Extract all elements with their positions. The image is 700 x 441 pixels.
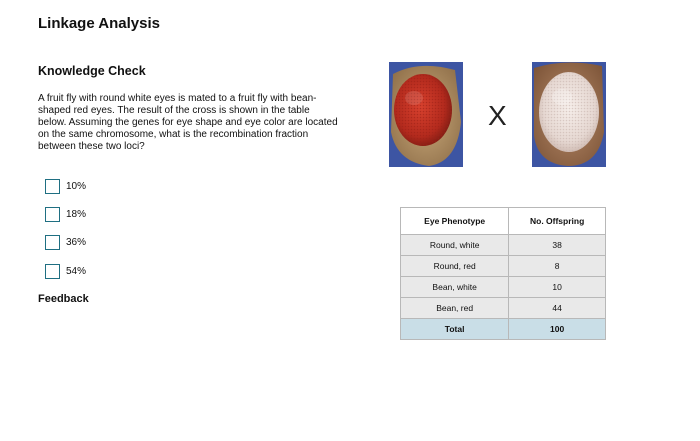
offspring-table (400, 207, 606, 340)
section-title: Knowledge Check (38, 64, 146, 78)
checkbox[interactable] (45, 207, 60, 222)
table-row (401, 277, 606, 298)
checkbox[interactable] (45, 264, 60, 279)
checkbox[interactable] (45, 179, 60, 194)
table-row (401, 235, 606, 256)
option-label: 36% (66, 237, 87, 249)
phenotype-cell: Bean, white (401, 277, 509, 298)
option-18-percent[interactable] (45, 205, 86, 223)
column-header-phenotype: Eye Phenotype (401, 208, 509, 235)
table-header-row (401, 208, 606, 235)
option-label: 10% (66, 180, 87, 192)
count-cell: 44 (509, 298, 606, 319)
total-count: 100 (509, 319, 606, 340)
option-36-percent[interactable] (45, 234, 86, 252)
total-label: Total (401, 319, 509, 340)
white-fly-eye-image (532, 62, 606, 167)
checkbox[interactable] (45, 235, 60, 250)
page-title: Linkage Analysis (38, 15, 160, 32)
option-label: 54% (66, 265, 87, 277)
option-label: 18% (66, 208, 87, 220)
phenotype-cell: Round, white (401, 235, 509, 256)
column-header-offspring: No. Offspring (509, 208, 606, 235)
feedback-link[interactable]: Feedback (38, 293, 89, 305)
option-54-percent[interactable] (45, 262, 86, 280)
phenotype-cell: Bean, red (401, 298, 509, 319)
option-10-percent[interactable] (45, 177, 86, 195)
question-text: A fruit fly with round white eyes is mated to a fruit fly with bean-shaped red eyes. The result of the cross is shown in the table below. Assuming the genes for eye shape and eye color are located on the same chromosome, what is the recombination fraction between these two loci? (38, 93, 338, 152)
cross-symbol: X (488, 100, 507, 131)
table-row (401, 256, 606, 277)
phenotype-cell: Round, red (401, 256, 509, 277)
table-row (401, 298, 606, 319)
answer-options (45, 177, 86, 291)
count-cell: 10 (509, 277, 606, 298)
total-row (401, 319, 606, 340)
count-cell: 38 (509, 235, 606, 256)
red-fly-eye-image (389, 62, 463, 167)
count-cell: 8 (509, 256, 606, 277)
